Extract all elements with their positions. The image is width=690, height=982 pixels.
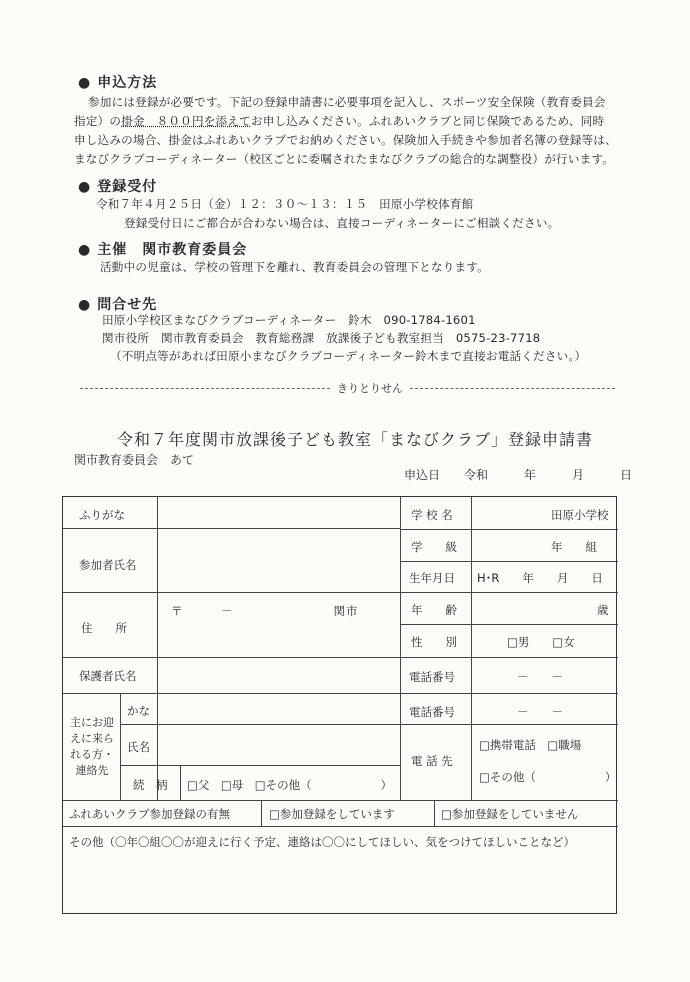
row-divider <box>63 592 618 593</box>
section-heading-organizer: ● 主催 関市教育委員会 <box>78 242 248 258</box>
contact-coordinator: 田原小学校区まなびクラブコーディネーター 鈴木 090-1784-1601 <box>102 313 476 327</box>
gender-options[interactable]: □男 □女 <box>507 635 575 649</box>
grade-label: 学 級 <box>411 540 457 554</box>
row-divider <box>400 561 618 562</box>
contact-options-1[interactable]: □携帯電話 □職場 <box>479 738 582 752</box>
other-notes-label: その他（〇年〇組〇〇が迎えに行く予定、連絡は〇〇にしてほしい、気をつけてほしいことなど） <box>69 835 575 849</box>
gender-label: 性 別 <box>411 635 457 649</box>
contact-city-office: 関市役所 関市教育委員会 教育総務課 放課後子ども教室担当 0575-23-7718 <box>102 331 541 345</box>
row-divider <box>63 826 618 827</box>
age-label: 年 齢 <box>411 603 457 617</box>
row-divider <box>400 624 618 625</box>
form-addressee: 関市教育委員会 あて <box>74 453 195 467</box>
school-name-value: 田原小学校 <box>551 508 609 522</box>
application-text-line2: 指定）の掛金 ８００円を添えてお申し込みください。ふれあいクラブと同じ保険であるため、同時 <box>74 114 605 128</box>
col-divider <box>180 765 181 800</box>
application-text-line4: まなびクラブコーディネーター（校区ごとに委嘱されたまなびクラブの総合的な調整役）が行います。 <box>74 152 615 166</box>
row-divider <box>120 724 400 725</box>
form-title: 令和７年度関市放課後子ども教室「まなびクラブ」登録申請書 <box>117 430 594 449</box>
row-divider <box>63 800 618 801</box>
section-heading-contact: ● 問合せ先 <box>78 297 158 313</box>
organizer-text: 活動中の児童は、学校の管理下を離れ、教育委員会の管理下となります。 <box>100 260 489 274</box>
col-divider <box>157 497 158 693</box>
row-divider <box>63 657 618 658</box>
fureai-not-registered-option[interactable]: □参加登録をしていません <box>441 807 579 821</box>
name-label: 氏名 <box>127 740 150 754</box>
pickup-person-label: 主にお迎えに来られる方・連絡先 <box>70 716 114 777</box>
application-text-line1: 参加には登録が必要です。下記の登録申請書に必要事項を記入し、スポーツ安全保険（教育委員会 <box>88 95 606 109</box>
relation-label: 続 柄 <box>133 778 168 792</box>
address-prefill: 〒 － 関市 <box>171 604 359 618</box>
cut-line-left <box>80 388 330 389</box>
row-divider <box>63 528 400 529</box>
relation-options[interactable]: □父 □母 □その他（ ） <box>187 778 393 792</box>
col-divider <box>261 800 262 826</box>
birthdate-label: 生年月日 <box>409 571 455 585</box>
fee-underlined: 掛金 ８００円を添えて <box>121 114 251 128</box>
row-divider <box>63 693 618 694</box>
age-value: 歳 <box>597 603 609 617</box>
participant-name-label: 参加者氏名 <box>79 558 137 572</box>
school-name-label: 学 校 名 <box>411 508 453 522</box>
row-divider <box>400 724 618 725</box>
contact-options-2[interactable]: □その他（ ） <box>479 770 617 784</box>
address-label: 住 所 <box>81 621 127 635</box>
application-date: 申込日 令和 年 月 日 <box>404 468 633 482</box>
col-divider <box>471 497 472 800</box>
fureai-registered-option[interactable]: □参加登録をしています <box>269 807 395 821</box>
grade-value: 年 組 <box>551 540 597 554</box>
section-heading-registration: ● 登録受付 <box>78 179 158 195</box>
birthdate-value: H･R 年 月 日 <box>477 571 603 585</box>
registration-date-text: 令和７年４月２５日（金）１２：３０～１３：１５ 田原小学校体育館 <box>96 197 474 211</box>
phone-value: － － <box>517 670 563 684</box>
pickup-phone-value: － － <box>517 705 563 719</box>
phone-label: 電話番号 <box>409 670 455 684</box>
section-heading-application: ● 申込方法 <box>78 75 158 91</box>
kana-label: かな <box>127 704 150 718</box>
pickup-phone-label: 電話番号 <box>409 705 455 719</box>
furigana-label: ふりがな <box>79 508 125 522</box>
guardian-name-label: 保護者氏名 <box>79 669 137 683</box>
registration-note-text: 登録受付日にご都合が合わない場合は、直接コーディネーターにご相談ください。 <box>124 216 560 230</box>
row-divider <box>120 765 400 766</box>
contact-note: （不明点等があれば田原小まなびクラブコーディネーター鈴木まで直接お電話ください。） <box>110 349 587 363</box>
cut-line-label: きりとりせん <box>337 382 403 395</box>
cut-line-right <box>410 388 615 389</box>
bullet-icon: ● <box>78 179 92 195</box>
bullet-icon: ● <box>78 297 92 313</box>
bullet-icon: ● <box>78 75 92 91</box>
bullet-icon: ● <box>78 242 92 258</box>
row-divider <box>400 529 618 530</box>
fureai-registration-question: ふれあいクラブ参加登録の有無 <box>69 807 230 821</box>
contact-type-label: 電 話 先 <box>411 754 453 768</box>
col-divider <box>120 693 121 800</box>
registration-form-table <box>62 496 617 914</box>
col-divider <box>434 800 435 826</box>
application-text-line3: 申し込みの場合、掛金はふれあいクラブでお納めください。保険加入手続きや参加者名簿の登録等は、 <box>74 133 617 147</box>
col-divider <box>400 497 401 800</box>
